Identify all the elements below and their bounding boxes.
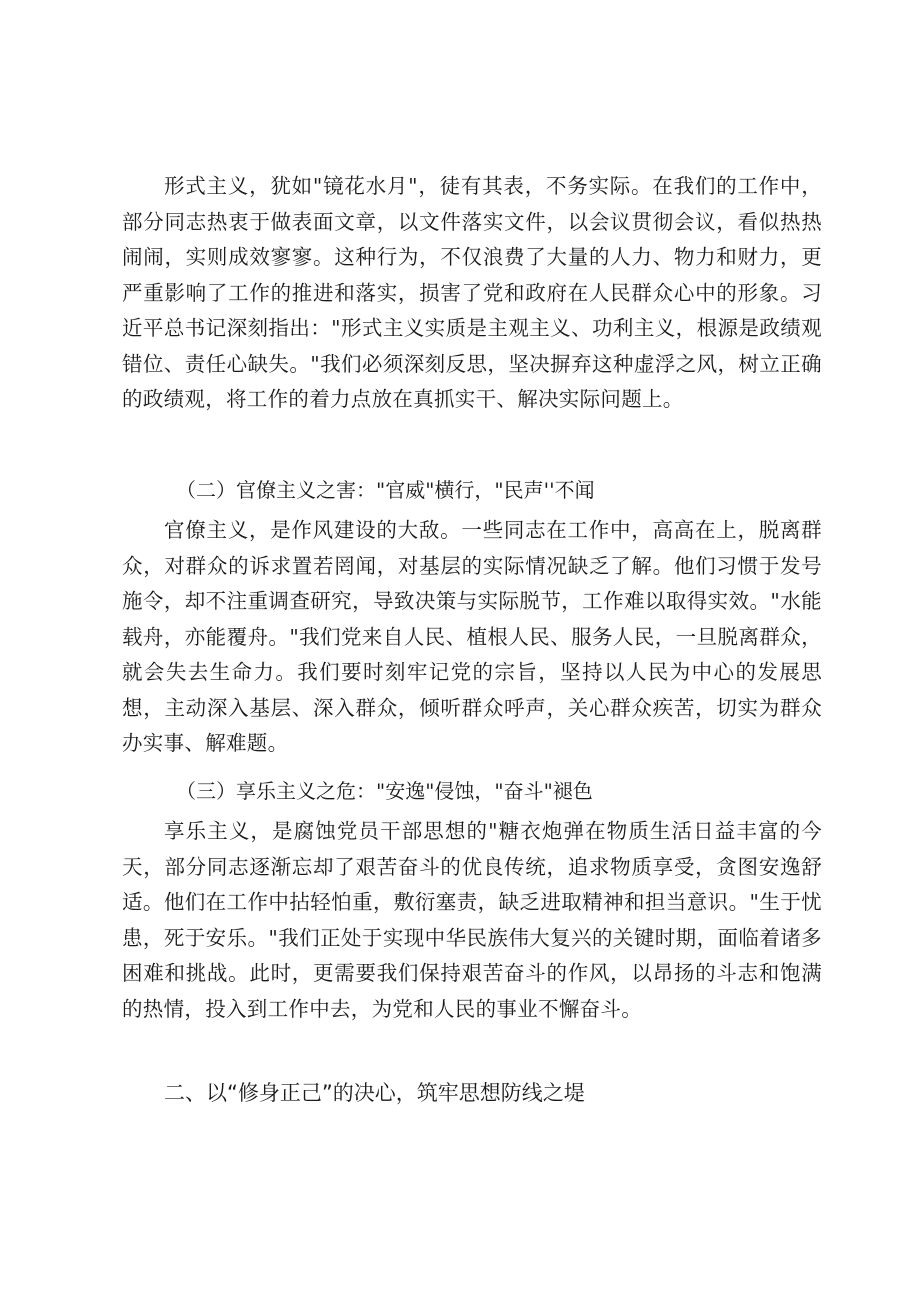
subheading-bureaucratism: （二）官僚主义之害："官威"横行，"民声''不闻 — [176, 478, 595, 502]
section-heading-2: 二、以“修身正己”的决心，筑牢思想防线之堤 — [164, 1081, 585, 1105]
subheading-hedonism: （三）享乐主义之危："安逸"侵蚀，"奋斗"褪色 — [176, 779, 593, 803]
paragraph-formalism: 形式主义，犹如"镜花水月"，徒有其表，不务实际。在我们的工作中，部分同志热衷于做表面文章，以文件落实文件，以会议贯彻会议，看似热热闹闹，实则成效寥寥。这种行为，不仅浪费了大量的人力、物力和财力，更严重影响了工作的推进和落实，损害了党和政府在人民群众心中的形象。习近平总书记深刻指出："形式主义实质是主观主义、功利主义，根源是政绩观错位、责任心缺失。"我们必须深刻反思，坚决摒弃这种虚浮之风，树立正确的政绩观，将工作的着力点放在真抓实干、解决实际问题上。 — [122, 174, 822, 411]
paragraph-hedonism: 享乐主义，是腐蚀党员干部思想的"糖衣炮弹在物质生活日益丰富的今天，部分同志逐渐忘却了艰苦奋斗的优良传统，追求物质享受，贪图安逸舒适。他们在工作中拈轻怕重，敷衍塞责，缺乏进取精神和担当意识。"生于忧患，死于安乐。"我们正处于实现中华民族伟大复兴的关键时期，面临着诸多困难和挑战。此时，更需要我们保持艰苦奋斗的作风，以昂扬的斗志和饱满的热情，投入到工作中去，为党和人民的事业不懈奋斗。 — [122, 819, 822, 1021]
paragraph-bureaucratism: 官僚主义，是作风建设的大敌。一些同志在工作中，高高在上，脱离群众，对群众的诉求置若罔闻，对基层的实际情况缺乏了解。他们习惯于发号施令，却不注重调查研究，导致决策与实际脱节，工作难以取得实效。"水能载舟，亦能覆舟。"我们党来自人民、植根人民、服务人民，一旦脱离群众，就会失去生命力。我们要时刻牢记党的宗旨，坚持以人民为中心的发展思想，主动深入基层、深入群众，倾听群众呼声，关心群众疾苦，切实为群众办实事、解难题。 — [122, 518, 822, 755]
